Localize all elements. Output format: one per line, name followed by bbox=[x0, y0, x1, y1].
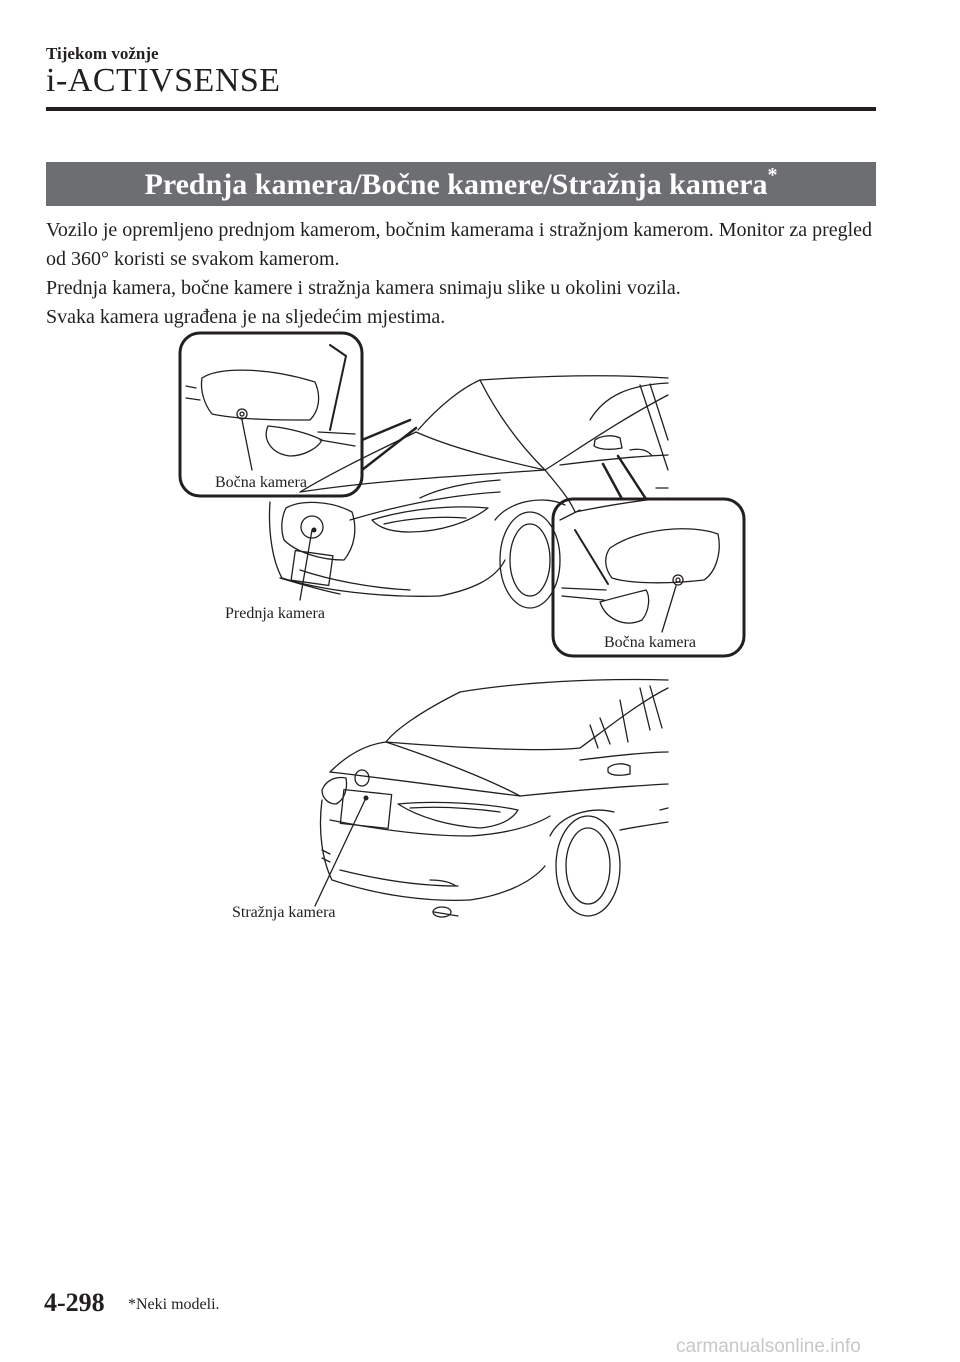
optional-equipment-mark: * bbox=[767, 164, 778, 186]
label-side-camera-right: Bočna kamera bbox=[604, 634, 696, 651]
section-title: Tijekom vožnje bbox=[46, 44, 159, 63]
rear-camera-marker bbox=[364, 796, 369, 801]
topic-title: Prednja kamera/Bočne kamere/Stražnja kamera bbox=[144, 168, 768, 201]
label-front-camera: Prednja kamera bbox=[225, 605, 325, 622]
label-rear-camera: Stražnja kamera bbox=[232, 904, 336, 921]
page-number: 4-298 bbox=[44, 1288, 105, 1317]
rear-camera-leader bbox=[315, 800, 365, 906]
side-camera-inset-left bbox=[180, 333, 416, 496]
front-camera-leader bbox=[300, 530, 312, 600]
front-camera-marker bbox=[312, 528, 317, 533]
side-camera-inset-right bbox=[553, 456, 744, 656]
paragraph-locations: Svaka kamera ugrađena je na sljedećim mjestima. bbox=[46, 306, 446, 328]
paragraph-function: Prednja kamera, bočne kamere i stražnja kamera snimaju slike u okolini vozila. bbox=[46, 277, 681, 299]
footnote: *Neki modeli. bbox=[128, 1296, 220, 1313]
paragraph-intro: Vozilo je opremljeno prednjom kamerom, bočnim kamerama i stražnjom kamerom. Monitor za pregled od 360° koristi se svakom kamerom. bbox=[46, 219, 873, 270]
label-side-camera-left: Bočna kamera bbox=[215, 474, 307, 491]
chapter-title: i-ACTIVSENSE bbox=[46, 62, 281, 99]
rear-car-drawing bbox=[320, 680, 668, 918]
watermark-text: carmanualsonline.info bbox=[676, 1336, 861, 1357]
